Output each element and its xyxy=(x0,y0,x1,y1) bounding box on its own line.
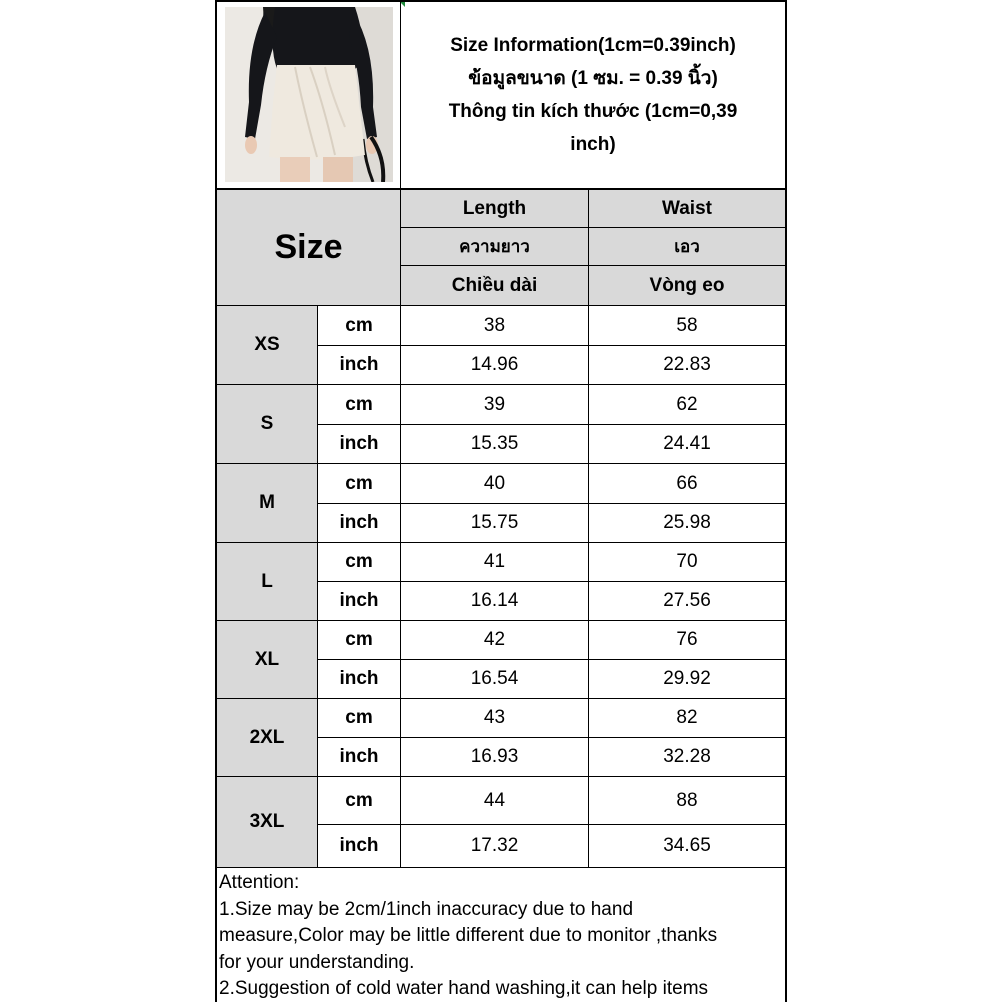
group-line-2xl xyxy=(215,776,787,777)
attention-title: Attention: xyxy=(219,872,300,893)
attention-line-3: for your understanding. xyxy=(219,951,415,973)
length-cm-xs: 38 xyxy=(401,306,588,345)
attention-line-1: 1.Size may be 2cm/1inch inaccuracy due to hand xyxy=(219,898,634,920)
waist-cm-m: 66 xyxy=(589,464,785,503)
group-line-3xl xyxy=(215,867,787,868)
unit-inch: inch xyxy=(318,825,400,867)
length-inch-m: 15.75 xyxy=(401,504,588,542)
waist-inch-xs: 22.83 xyxy=(589,346,785,384)
unit-inch: inch xyxy=(318,582,400,620)
group-line-m xyxy=(215,542,787,543)
table-border-top xyxy=(215,0,787,2)
unit-line-l xyxy=(317,581,786,582)
size-label-3xl: 3XL xyxy=(217,777,317,867)
size-unit-divider xyxy=(317,305,318,868)
column-line-2 xyxy=(588,189,589,868)
waist-header-vi: Vòng eo xyxy=(589,266,785,305)
waist-header-en: Waist xyxy=(589,190,785,227)
skirt-model-illustration xyxy=(225,7,393,182)
length-inch-xl: 16.54 xyxy=(401,660,588,698)
column-line-1 xyxy=(400,189,401,868)
attention-line-4: 2.Suggestion of cold water hand washing,it can help items xyxy=(219,978,709,999)
length-cm-2xl: 43 xyxy=(401,699,588,737)
group-line-xs xyxy=(215,384,787,385)
header-row-line-3 xyxy=(215,305,787,306)
size-label-s: S xyxy=(217,385,317,463)
unit-line-xs xyxy=(317,345,786,346)
header-bottom-line xyxy=(215,188,787,190)
title-line-vi: Thông tin kích thước (1cm=0,39 xyxy=(448,101,738,122)
attention-notes xyxy=(219,870,785,1003)
length-header-en: Length xyxy=(401,190,588,227)
waist-header-th: เอว xyxy=(589,228,785,265)
length-cm-3xl: 44 xyxy=(401,777,588,824)
length-inch-xs: 14.96 xyxy=(401,346,588,384)
table-border-left xyxy=(215,0,217,1002)
length-inch-s: 15.35 xyxy=(401,425,588,463)
photo-divider xyxy=(400,0,401,189)
unit-line-2xl xyxy=(317,737,786,738)
group-line-xl xyxy=(215,698,787,699)
waist-inch-l: 27.56 xyxy=(589,582,785,620)
table-border-right xyxy=(785,0,787,1002)
waist-cm-3xl: 88 xyxy=(589,777,785,824)
unit-inch: inch xyxy=(318,425,400,463)
length-inch-l: 16.14 xyxy=(401,582,588,620)
length-inch-2xl: 16.93 xyxy=(401,738,588,776)
unit-cm: cm xyxy=(318,699,400,737)
header-row-line-2 xyxy=(400,265,786,266)
group-line-l xyxy=(215,620,787,621)
title-line-vi-cont: inch) xyxy=(570,134,616,155)
length-cm-l: 41 xyxy=(401,543,588,581)
unit-cm: cm xyxy=(318,385,400,424)
size-label-xl: XL xyxy=(217,621,317,698)
waist-inch-3xl: 34.65 xyxy=(589,825,785,867)
unit-cm: cm xyxy=(318,306,400,345)
length-inch-3xl: 17.32 xyxy=(401,825,588,867)
unit-inch: inch xyxy=(318,738,400,776)
waist-inch-s: 24.41 xyxy=(589,425,785,463)
unit-cm: cm xyxy=(318,777,400,824)
title-line-en: Size Information(1cm=0.39inch) xyxy=(450,35,736,56)
waist-cm-2xl: 82 xyxy=(589,699,785,737)
group-line-s xyxy=(215,463,787,464)
size-label-xs: XS xyxy=(217,306,317,384)
size-information-title xyxy=(401,29,785,161)
length-cm-s: 39 xyxy=(401,385,588,424)
unit-line-3xl xyxy=(317,824,786,825)
unit-line-s xyxy=(317,424,786,425)
unit-line-m xyxy=(317,503,786,504)
attention-line-2: measure,Color may be little different due to monitor ,thanks xyxy=(219,925,718,946)
size-label-2xl: 2XL xyxy=(217,699,317,776)
unit-cm: cm xyxy=(318,464,400,503)
waist-cm-xl: 76 xyxy=(589,621,785,659)
waist-inch-xl: 29.92 xyxy=(589,660,785,698)
unit-cm: cm xyxy=(318,621,400,659)
waist-inch-2xl: 32.28 xyxy=(589,738,785,776)
unit-inch: inch xyxy=(318,504,400,542)
waist-cm-xs: 58 xyxy=(589,306,785,345)
waist-cm-l: 70 xyxy=(589,543,785,581)
waist-inch-m: 25.98 xyxy=(589,504,785,542)
size-column-header: Size xyxy=(217,190,400,305)
size-label-l: L xyxy=(217,543,317,620)
waist-cm-s: 62 xyxy=(589,385,785,424)
title-line-th: ข้อมูลขนาด (1 ซม. = 0.39 นิ้ว) xyxy=(468,68,718,89)
length-header-th: ความยาว xyxy=(401,228,588,265)
length-header-vi: Chiều dài xyxy=(401,266,588,305)
length-cm-xl: 42 xyxy=(401,621,588,659)
unit-line-xl xyxy=(317,659,786,660)
product-photo xyxy=(225,7,393,182)
size-label-m: M xyxy=(217,464,317,542)
unit-inch: inch xyxy=(318,660,400,698)
unit-inch: inch xyxy=(318,346,400,384)
unit-cm: cm xyxy=(318,543,400,581)
length-cm-m: 40 xyxy=(401,464,588,503)
header-row-line-1 xyxy=(400,227,786,228)
